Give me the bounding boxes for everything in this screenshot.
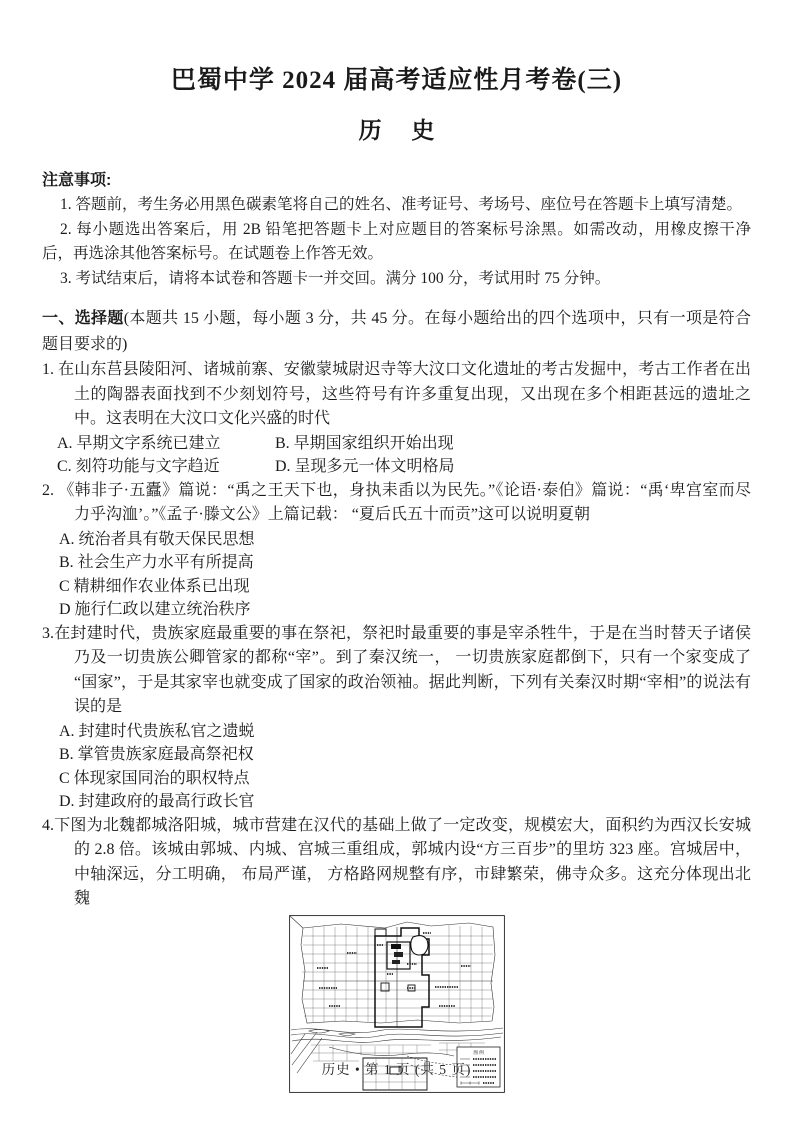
subject-title: 历 史 (358, 118, 447, 143)
question-2 (42, 479, 751, 622)
option-b: B. 掌管贵族家庭最高祭祀权 (59, 746, 254, 763)
option-c: C. 刻符功能与文字趋近 (57, 457, 220, 475)
question-4-stem: 4.下图为北魏都城洛阳城，城市营建在汉代的基础上做了一定改变，规模宏大，面积约为西汉长安城的 2.8 倍。该城由郭城、内城、宫城三重组成，郭城内设“方三百步”的里坊 323 座。宫城居中， 中轴深远，分工明确， 布局严谨， 方格路网规整有序，市肆繁荣，佛寺众多。这充分体现出北魏 (42, 816, 751, 907)
option-b: B. 早期国家组织开始出现 (275, 434, 454, 452)
notice-item: 2. 每小题选出答案后，用 2B 铅笔把答题卡上对应题目的答案标号涂黑。如需改动，用橡皮擦干净后，再选涂其他答案标号。在试题卷上作答无效。 (42, 220, 751, 262)
question-2-options (42, 528, 751, 622)
question-3 (42, 622, 751, 814)
question-3-options (42, 720, 751, 814)
notice-item: 1. 答题前，考生务必用黑色碳素笔将自己的姓名、准考证号、考场号、座位号在答题卡上填写清楚。 (60, 196, 743, 213)
question-2-stem: 2. 《韩非子·五蠹》篇说：“禹之王天下也，身执耒臿以为民先。”《论语·泰伯》篇说：“禹‘卑宫室而尽力乎沟洫’。”《孟子·滕文公》上篇记载： “夏后氏五十而贡”这可以说明夏朝 (42, 481, 751, 523)
notice-heading: 注意事项: (42, 172, 112, 189)
section-desc: (本题共 15 小题，每小题 3 分，共 45 分。在每小题给出的四个选项中，只有一项是符合题目要求的) (42, 310, 751, 353)
option-a: A. 早期文字系统已建立 (57, 434, 221, 452)
question-4 (42, 814, 751, 1098)
option-a: A. 封建时代贵族私官之遗蜕 (59, 722, 255, 740)
question-1-options (42, 432, 751, 478)
option-c: C 精耕细作农业体系已出现 (59, 577, 250, 595)
option-d: D. 呈现多元一体文明格局 (275, 457, 455, 475)
map-legend-title: 图 例 (472, 1049, 484, 1055)
notice-item: 3. 考试结束后，请将本试卷和答题卡一并交回。满分 100 分，考试用时 75 分钟。 (60, 269, 611, 287)
question-3-stem: 3.在封建时代，贵族家庭最重要的事在祭祀，祭祀时最重要的事是宰杀牲牛，于是在当时替天子诸侯乃及一切贵族公卿管家的都称“宰”。到了秦汉统一， 一切贵族家庭都倒下，只有一个家变成了“国家”，于是其家宰也就变成了国家的政治领袖。据此判断，下列有关秦汉时期“宰相”的说法有误的是 (42, 624, 751, 715)
question-1-stem: 1. 在山东莒县陵阳河、诸城前寨、安徽蒙城尉迟寺等大汶口文化遗址的考古发掘中，考古工作者在出土的陶器表面找到不少刻划符号，这些符号有许多重复出现，又出现在多个相距甚远的遗址之中。这表明在大汶口文化兴盛的时代 (42, 361, 751, 427)
option-d: D 施行仁政以建立统治秩序 (59, 601, 251, 618)
question-1 (42, 358, 751, 478)
option-b: B. 社会生产力水平有所提高 (59, 554, 254, 571)
option-a: A. 统治者具有敬天保民思想 (59, 530, 255, 548)
option-c: C 体现家国同治的职权特点 (59, 769, 250, 787)
page-title: 巴蜀中学 2024 届高考适应性月考卷(三) (170, 67, 623, 94)
page-footer: 历史 • 第 1 页 (共 5 页) (321, 1062, 472, 1077)
option-d: D. 封建政府的最高行政长官 (59, 793, 255, 810)
section-heading (42, 306, 751, 357)
notice-block (42, 169, 751, 291)
section-label: 一、选择题 (42, 310, 124, 327)
